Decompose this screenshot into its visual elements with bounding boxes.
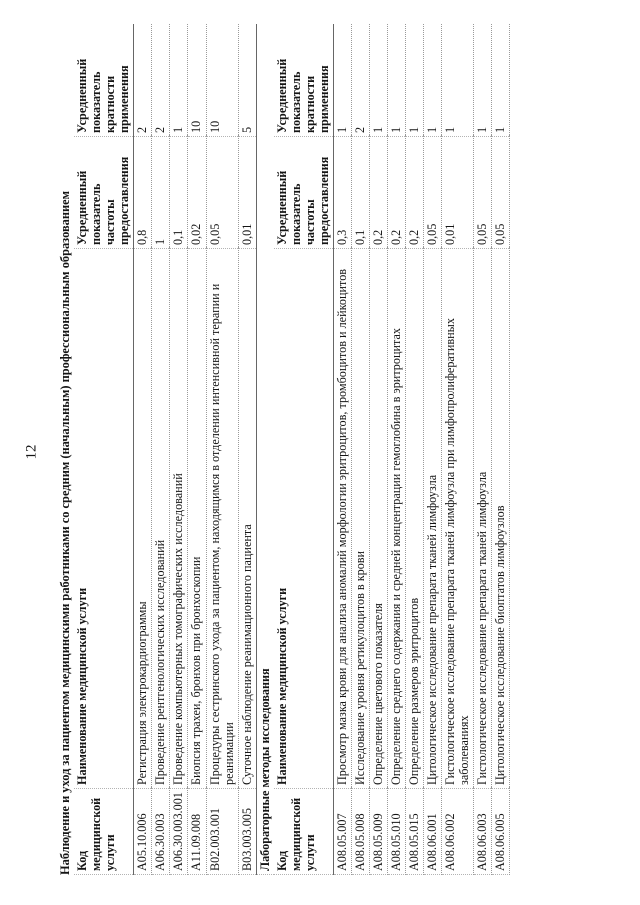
service-name: Просмотр мазка крови для анализа аномалий морфологии эритроцитов, тромбоцитов и лейкоцитов [333,249,351,789]
table-row [405,25,423,875]
service-name: Процедуры сестринского ухода за пациентом, находящимся в отделении интенсивной терапии и реанимации [206,249,238,789]
table-row [170,25,188,875]
col-header-code: Код медицинской услуги [274,789,334,875]
service-code: A08.05.010 [387,789,405,875]
service-name: Гистологическое исследование препарата тканей лимфоузла [474,249,492,789]
multiplicity-value: 1 [492,25,510,137]
frequency-value: 0,3 [333,137,351,249]
table-header-row [274,25,334,875]
frequency-value: 0,05 [206,137,238,249]
col-header-name: Наименование медицинской услуги [74,249,134,789]
service-code: B02.003.001 [206,789,238,875]
service-name: Регистрация электрокардиограммы [134,249,152,789]
frequency-value: 0,02 [188,137,206,249]
frequency-value: 0,05 [474,137,492,249]
table-header-row [74,25,134,875]
frequency-value: 0,01 [441,137,473,249]
service-code: A08.05.007 [333,789,351,875]
page-number: 12 [23,444,40,460]
frequency-value: 0,2 [369,137,387,249]
col-header-frequency: Усредненный показатель частоты предоставления [74,137,134,249]
service-code: A08.05.008 [351,789,369,875]
care-table-body [74,25,256,875]
multiplicity-value: 1 [474,25,492,137]
multiplicity-value: 1 [441,25,473,137]
multiplicity-value: 1 [369,25,387,137]
table-row [423,25,441,875]
table-row [333,25,351,875]
multiplicity-value: 5 [238,25,256,137]
service-code: A06.30.003.001 [170,789,188,875]
service-code: A08.06.002 [441,789,473,875]
frequency-value: 0,05 [423,137,441,249]
col-header-name: Наименование медицинской услуги [274,249,334,789]
section-heading: Наблюдение и уход за пациентом медицинскими работниками со средним (начальным) профессиональным образованием [58,190,72,875]
service-name: Цитологическое исследование биоптатов лимфоузлов [492,249,510,789]
service-name: Определение размеров эритроцитов [405,249,423,789]
multiplicity-value: 10 [206,25,238,137]
table-row [351,25,369,875]
table-row [387,25,405,875]
service-code: A11.09.008 [188,789,206,875]
lab-section-title: Лабораторные методы исследования [256,25,274,875]
table-row [206,25,238,875]
frequency-value: 1 [152,137,170,249]
service-name: Проведение компьютерных томографических исследований [170,249,188,789]
multiplicity-value: 2 [134,25,152,137]
multiplicity-value: 2 [351,25,369,137]
service-name: Цитологическое исследование препарата тканей лимфоузла [423,249,441,789]
service-name: Гистологическое исследование препарата тканей лимфоузла при лимфопролиферативных заболеваниях [441,249,473,789]
multiplicity-value: 1 [333,25,351,137]
table-row [492,25,510,875]
frequency-value: 0,2 [405,137,423,249]
multiplicity-value: 10 [188,25,206,137]
multiplicity-value: 1 [170,25,188,137]
table-row [441,25,473,875]
frequency-value: 0,01 [238,137,256,249]
col-header-multiplicity: Усредненный показатель кратности применения [74,25,134,137]
col-header-multiplicity: Усредненный показатель кратности применения [274,25,334,137]
table-row [369,25,387,875]
table-row [238,25,256,875]
service-code: B03.003.005 [238,789,256,875]
service-code: A08.06.001 [423,789,441,875]
lab-table-body [256,25,509,875]
table-row [188,25,206,875]
frequency-value: 0,8 [134,137,152,249]
service-code: A08.06.005 [492,789,510,875]
table-row [474,25,492,875]
multiplicity-value: 1 [387,25,405,137]
service-code: A08.05.015 [405,789,423,875]
frequency-value: 0,2 [387,137,405,249]
service-name: Исследование уровня ретикулоцитов в крови [351,249,369,789]
service-code: A08.05.009 [369,789,387,875]
service-code: A08.06.003 [474,789,492,875]
document-body [58,25,628,875]
multiplicity-value: 1 [423,25,441,137]
col-header-frequency: Усредненный показатель частоты предоставления [274,137,334,249]
service-name: Проведение рентгенологических исследований [152,249,170,789]
service-name: Определение цветового показателя [369,249,387,789]
multiplicity-value: 2 [152,25,170,137]
col-header-code: Код медицинской услуги [74,789,134,875]
service-code: A06.30.003 [152,789,170,875]
service-name: Суточное наблюдение реанимационного пациента [238,249,256,789]
table-row [152,25,170,875]
service-name: Определение среднего содержания и средней концентрации гемоглобина в эритроцитах [387,249,405,789]
services-table [74,25,510,876]
frequency-value: 0,1 [351,137,369,249]
service-name: Биопсия трахеи, бронхов при бронхоскопии [188,249,206,789]
service-code: A05.10.006 [134,789,152,875]
table-row [134,25,152,875]
section-row [256,25,274,875]
frequency-value: 0,05 [492,137,510,249]
multiplicity-value: 1 [405,25,423,137]
frequency-value: 0,1 [170,137,188,249]
